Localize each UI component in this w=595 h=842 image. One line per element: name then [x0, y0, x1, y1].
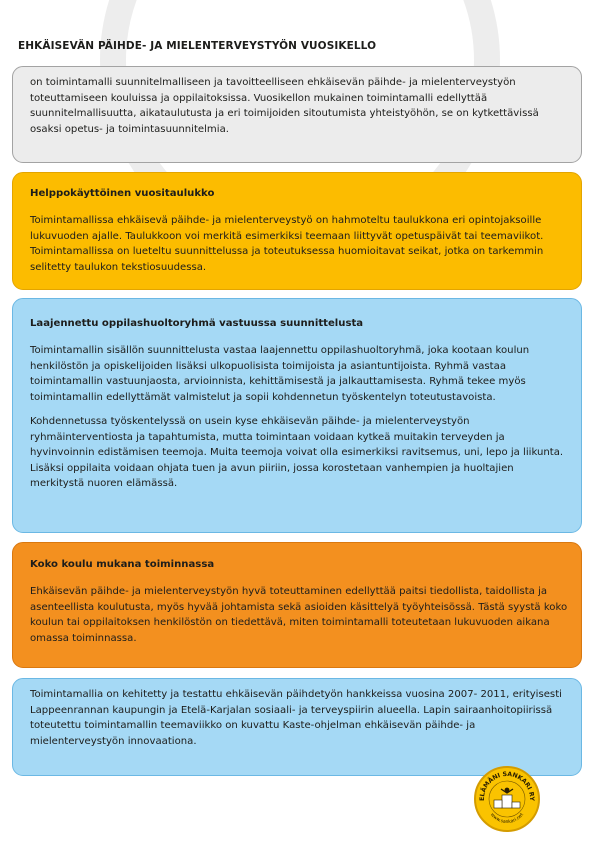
- intro-box: [12, 66, 582, 163]
- section-paragraph: Ehkäisevän päihde- ja mielenterveystyön hyvä toteuttaminen edellyttää paitsi tiedollista, taidollista ja asenteellista koulutusta, myös hyvää johtamista sekä asioiden käsittelyä työyhteisössä. Tästä syystä koko koulun tai oppilaitoksen henkilöstön on tiedettävä, miten toimintamalli toteutetaan lukuvuoden aikana omassa toiminnassa.: [30, 586, 568, 644]
- section-paragraph: Toimintamallin sisällön suunnittelusta vastaa laajennettu oppilashuoltoryhmä, joka kootaan koulun henkilöstön ja opiskelijoiden lisäksi ulkopuolisista toimijoista ja asiantuntijoista. Ryhmä vastaa toimintamallin vastuunjaosta, arvioinnista, kehittämisestä ja jalkauttamisesta. Ryhmä tekee myös toimintamallin edellyttämät valmistelut ja sopii kohdennetun työskentelyn toteutustavoista.: [30, 345, 530, 403]
- development-info-text: Toimintamallia on kehitetty ja testattu ehkäisevän päihdetyön hankkeissa vuosina 2007- 2011, erityisesti Lappeenrannan kaupungin ja Etelä-Karjalan sosiaali- ja terveyspiirin alueella. Lapin sairaanhoitopiirissä toteutettu toimintamallin teemaviikko on kuvattu Kaste-ohjelman ehkäisevän päihde- ja mielenterveystyön innovaationa.: [30, 689, 562, 747]
- svg-text:www.sankari.net: [489, 812, 525, 825]
- section-paragraph: Toimintamallissa ehkäisevä päihde- ja mielenterveystyö on hahmoteltu taulukkona eri opintojaksoille lukuvuoden ajalle. Taulukkoon voi merkitä esimerkiksi teemaan liittyvät opetuspäivät tai teemaviikot. Toimintamallissa on lueteltu suunnittelussa ja toteutuksessa huomioitavat seikat, jotka on tarkemmin selitetty taulukon tekstiosuudessa.: [30, 215, 544, 273]
- development-info-box: [12, 678, 582, 776]
- page-title: EHKÄISEVÄN PÄIHDE- JA MIELENTERVEYSTYÖN VUOSIKELLO: [18, 40, 377, 52]
- section-heading: Helppokäyttöinen vuositaulukko: [30, 188, 215, 199]
- section-yearly-table: [12, 172, 582, 290]
- logo-graphic: [476, 768, 538, 830]
- section-whole-school: [12, 542, 582, 668]
- logo-bottom-text: www.sankari.net: [489, 812, 525, 826]
- intro-text: on toimintamalli suunnitelmalliseen ja tavoitteelliseen ehkäisevän päihde- ja mielenterveystyön toteuttamiseen kouluissa ja oppilaitoksissa. Vuosikellon mukainen toimintamalli edellyttää suunnitelmallisuutta, aikataulutusta ja eri toimijoiden sitoutumista yhteistyöhön, se on kytkettävissä osaksi opetus- ja toimintasuunnitelmia.: [30, 77, 539, 135]
- section-heading: Laajennettu oppilashuoltoryhmä vastuussa suunnittelusta: [30, 318, 364, 329]
- logo-top-text: ELÄMÄNI SANKARI RY: [478, 770, 536, 802]
- section-student-welfare-group: [12, 298, 582, 533]
- section-paragraph: Kohdennetussa työskentelyssä on usein kyse ehkäisevän päihde- ja mielenterveystyön ryhmäinterventiosta ja tapahtumista, mutta toimintaan voidaan kytkeä muitakin terveyden ja hyvinvoinnin edistämisen teemoja. Muita teemoja voivat olla esimerkiksi ravitsemus, uni, lepo ja liikunta. Lisäksi oppilaita voidaan ohjata tuen ja avun piiriin, jossa korostetaan vanhempien ja huoltajien merkitystä nuoren elämässä.: [30, 416, 564, 489]
- section-heading: Koko koulu mukana toiminnassa: [30, 559, 215, 570]
- podium-icon: [494, 795, 520, 808]
- sankari-logo: [474, 766, 540, 832]
